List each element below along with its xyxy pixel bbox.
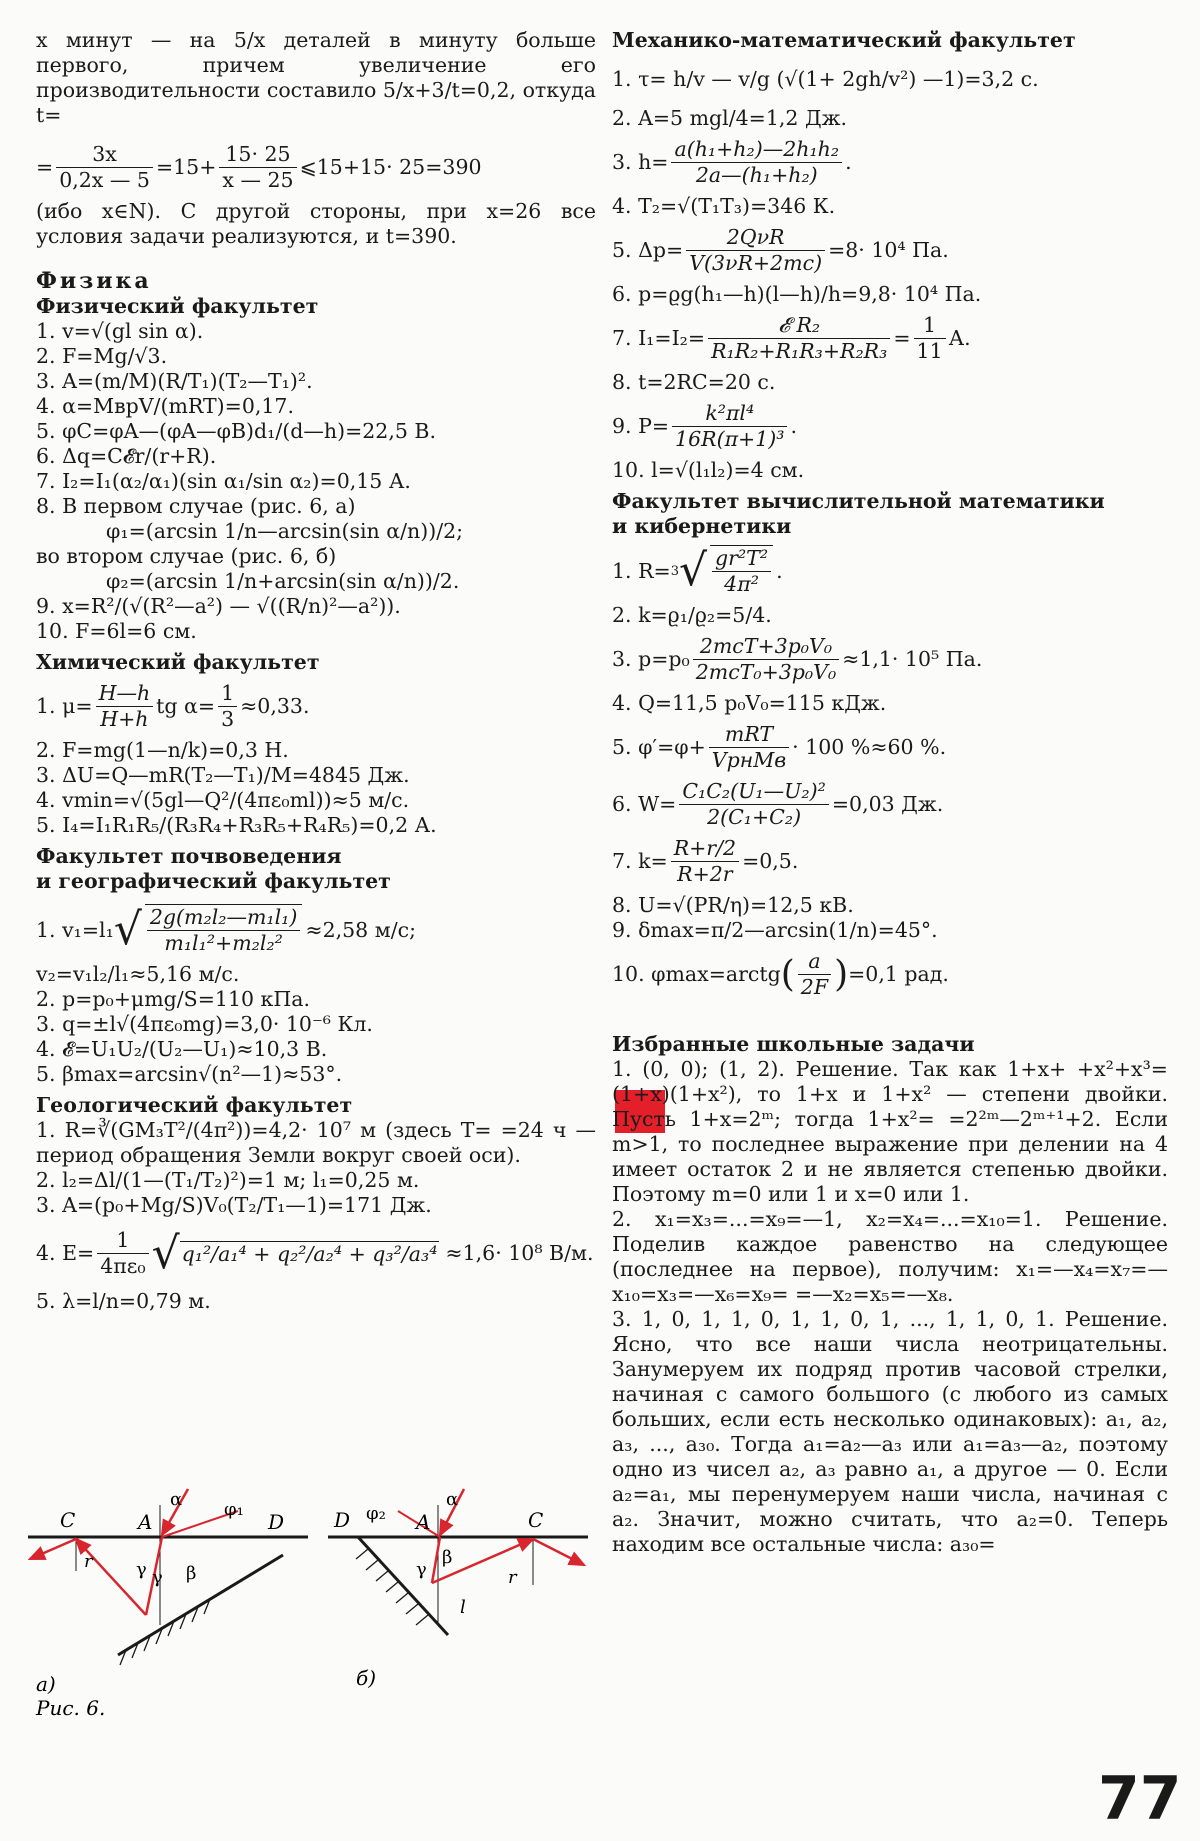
cmc-5: 5. φ′=φ+ $\frac{\text{mRT}}{\text{VpнMв}}$ · 100 %≈60 %. — [612, 722, 947, 772]
phys-answer: 8. В первом случае (рис. 6, а) — [36, 494, 356, 518]
cmc-answer: 2. k=ϱ₁/ϱ₂=5/4. — [612, 603, 772, 627]
phys-8b-intro: во втором случае (рис. 6, б) — [36, 544, 337, 568]
phys-answer: 2. F=Mg/√3. — [36, 344, 168, 368]
figure-6 — [28, 1475, 588, 1729]
chem-1: 1. μ= $\frac{H—h}{H+h}$ tg α= $\frac{1}{3}$ ≈0,33. — [36, 681, 310, 731]
label-A: A — [416, 1510, 431, 1534]
chem-answer: 4. vmin=√(5gl—Q²/(4πε₀ml))≈5 м/с. — [36, 788, 410, 812]
cmc-heading-2: и кибернетики — [612, 514, 792, 538]
label-D: D — [334, 1508, 351, 1532]
mech-5: 5. Δp= $\frac{\text{2QνR}}{V(3\nu R+2mc)}$ =8· 10⁴ Па. — [612, 225, 949, 275]
sqrt-sign: √ — [113, 904, 142, 955]
cmc-10: 10. φmax=arctg ( $\frac{a}{2F}$ ) =0,1 рад. — [612, 949, 949, 999]
label-l: l — [460, 1597, 466, 1618]
geo-heading: Геологический факультет — [36, 1093, 353, 1117]
school-2: 2. x₁=x₃=...=x₉=—1, x₂=x₄=...=x₁₀=1. Решение. Поделив каждое равенство на следующее (последнее на первое), получим: x₁=—x₄=x₇=—x₁₀=x₃=—x₆=x₉= =—x₂=x₅=—x₈. — [612, 1207, 1168, 1306]
chem-answer: 5. I₄=I₁R₁R₅/(R₃R₄+R₃R₅+R₄R₅)=0,2 А. — [36, 813, 437, 837]
intro-formula: = $\frac{3x}{0,2x — 5}$ =15+ $\frac{15\cdot 25}{x — 25}$ ⩽15+15· 25=390 — [36, 142, 482, 192]
cmc-answer: 8. U=√(PR/η)=12,5 кВ. — [612, 893, 854, 917]
phys-8b: φ₂=(arcsin 1/n+arcsin(sin α/n))/2. — [106, 569, 460, 593]
soil-answer: 3. q=±l√(4πε₀mg)=3,0· 10⁻⁶ Кл. — [36, 1012, 373, 1036]
soil-heading-1: Факультет почвоведения — [36, 844, 342, 868]
label-phi2: φ₂ — [366, 1503, 386, 1524]
label-fig-b: б) — [356, 1666, 377, 1690]
phys-answer: 4. α=MвpV/(mRT)=0,17. — [36, 394, 294, 418]
phys-answer: 5. φC=φA—(φA—φB)d₁/(d—h)=22,5 В. — [36, 419, 437, 443]
school-1: 1. (0, 0); (1, 2). Решение. Так как 1+x+ +x²+x³=(1+x)(1+x²), то 1+x и 1+x² — степени двойки. Пусть 1+x=2ᵐ; тогда 1+x²= =2²ᵐ—2ᵐ⁺¹+2. Если m>1, то последнее выражение при делении на 4 имеет остаток 2 и не является степенью двойки. Поэтому m=0 или 1 и x=0 или 1. — [612, 1057, 1168, 1206]
diagram-b — [328, 1489, 588, 1690]
label-C: C — [60, 1508, 76, 1532]
geo-4: 4. E= $\frac{1}{\text{4πε₀}}$ √ q₁²/a₁⁴ + q₂²/a₂⁴ + q₃²/a₃⁴ ≈1,6· 10⁸ В/м. — [36, 1227, 594, 1279]
label-A: A — [138, 1510, 153, 1534]
cmc-answer: 4. Q=11,5 p₀V₀=115 кДж. — [612, 691, 887, 715]
chem-answer: 3. ΔU=Q—mR(T₂—T₁)/M=4845 Дж. — [36, 763, 410, 787]
label-alpha: α — [170, 1489, 183, 1510]
phys-answer: 10. F=6l=6 см. — [36, 619, 197, 643]
phys-answer: 1. v=√(gl sin α). — [36, 319, 204, 343]
phys-answer: 3. A=(m/M)(R/T₁)(T₂—T₁)². — [36, 369, 313, 393]
sqrt-sign: √ — [151, 1227, 180, 1279]
mech-7: 7. I₁=I₂= $\frac{\text{𝓔 R₂}}{\text{R₁R₂+R₁R₃+R₂R₃}}$ = $\frac{1}{11}$ А. — [612, 313, 971, 363]
label-gamma: γ — [416, 1559, 427, 1580]
label-r: r — [508, 1567, 517, 1588]
phys-answer: 7. I₂=I₁(α₂/α₁)(sin α₁/sin α₂)=0,15 А. — [36, 469, 411, 493]
geo-answer: 2. l₂=Δl/(1—(T₁/T₂)²)=1 м; l₁=0,25 м. — [36, 1168, 420, 1192]
right-column — [612, 28, 1168, 1557]
school-heading: Избранные школьные задачи — [612, 1032, 975, 1056]
phys-answer: 9. x=R²/(√(R²—a²) — √((R/n)²—a²)). — [36, 594, 401, 618]
phys-8a: φ₁=(arcsin 1/n—arcsin(sin α/n))/2; — [106, 519, 464, 543]
figure-caption: Рис. 6. — [36, 1696, 106, 1720]
cmc-3: 3. p=p₀ $\frac{\text{2mcT+3p₀V₀}}{\text{2mcT₀+3p₀V₀}}$ ≈1,1· 10⁵ Па. — [612, 634, 983, 684]
mech-3: 3. h= $\frac{\text{a(h₁+h₂)—2h₁h₂}}{\text{2a—(h₁+h₂)}}$ . — [612, 137, 852, 187]
soil-answer: v₂=v₁l₂/l₁≈5,16 м/с. — [36, 962, 240, 986]
label-D: D — [268, 1510, 285, 1534]
label-r: r — [84, 1551, 93, 1572]
geo-answer: 5. λ=l/n=0,79 м. — [36, 1289, 211, 1313]
root-sign: √ — [678, 545, 708, 596]
soil-heading-2: и географический факультет — [36, 869, 391, 893]
mech-answer: 6. p=ϱg(h₁—h)(l—h)/h=9,8· 10⁴ Па. — [612, 282, 982, 306]
school-3: 3. 1, 0, 1, 1, 0, 1, 1, 0, 1, ..., 1, 1, 0, 1. Решение. Ясно, что все наши числа неотрицательны. Занумеруем их подряд против часовой стрелки, начиная с самого большого (с любого из самых больших, если есть несколько одинаковых): a₁, a₂, a₃, ..., a₃₀. Тогда a₁=a₂—a₃ или a₁=a₃—a₂, поэтому одно из чисел a₂, a₃ равно a₁, а другое — 0. Если a₂=a₁, мы перенумеруем наши числа, начиная с a₂. Значит, можно считать, что a₂=0. Теперь находим все остальные числа: a₃₀= — [612, 1307, 1168, 1556]
soil-answer: 4. 𝓔=U₁U₂/(U₂—U₁)≈10,3 В. — [36, 1037, 328, 1061]
mech-answer: 1. τ= h/v — v/g (√(1+ 2gh/v²) —1)=3,2 с. — [612, 67, 1039, 91]
refraction-diagrams — [28, 1475, 588, 1725]
left-column — [36, 28, 596, 1314]
chem-heading: Химический факультет — [36, 650, 320, 674]
mech-answer: 8. t=2RC=20 с. — [612, 370, 776, 394]
mech-answer: 2. A=5 mgl/4=1,2 Дж. — [612, 106, 848, 130]
page-number: 77 — [1098, 1764, 1182, 1834]
intro-tail: (ибо x∈N). С другой стороны, при x=26 все условия задачи реализуются, и t=390. — [36, 199, 596, 248]
phys-fac-heading: Физический факультет — [36, 294, 319, 318]
chem-answer: 2. F=mg(1—n/k)=0,3 Н. — [36, 738, 289, 762]
diagram-a — [28, 1489, 308, 1696]
label-phi1: φ₁ — [224, 1499, 244, 1520]
cmc-7: 7. k= $\frac{R+r/2}{R+2r}$ =0,5. — [612, 836, 799, 886]
cmc-answer: 9. δmax=π/2—arcsin(1/n)=45°. — [612, 918, 938, 942]
soil-answer: 5. βmax=arcsin√(n²—1)≈53°. — [36, 1062, 343, 1086]
geo-answer: 3. A=(p₀+Mg/S)V₀(T₂/T₁—1)=171 Дж. — [36, 1193, 432, 1217]
label-alpha: α — [446, 1489, 459, 1510]
cmc-1: 1. R= 3 √ $\frac{\text{gr²T²}}{\text{4π²}}$ . — [612, 545, 783, 596]
label-C: C — [528, 1508, 544, 1532]
soil-answer: 2. p=p₀+μmg/S=110 кПа. — [36, 987, 310, 1011]
cmc-heading-1: Факультет вычислительной математики — [612, 489, 1105, 513]
mech-9: 9. P= $\frac{\text{k²πl⁴}}{\text{16R(π+1)³}}$ . — [612, 401, 798, 451]
phys-answer: 6. Δq=C𝓔r/(r+R). — [36, 444, 217, 468]
cmc-6: 6. W= $\frac{\text{C₁C₂(U₁—U₂)²}}{\text{2(C₁+C₂)}}$ =0,03 Дж. — [612, 779, 944, 829]
soil-1: 1. v₁=l₁ √ $\frac{\text{2g(m₂l₂—m₁l₁)}}{\text{m₁l₁²+m₂l₂²}}$ ≈2,58 м/с; — [36, 904, 416, 955]
label-beta: β — [442, 1547, 453, 1568]
geo-1: 1. R=∛(GM₃T²/(4π²))=4,2· 10⁷ м (здесь T= =24 ч — период обращения Земли вокруг своей оси). — [36, 1118, 596, 1167]
physics-heading: Физика — [36, 268, 152, 294]
label-beta: β — [186, 1563, 197, 1584]
mech-answer: 4. T₂=√(T₁T₃)=346 К. — [612, 194, 836, 218]
intro-text: x минут — на 5/x деталей в минуту больше первого, причем увеличение его производительности составило 5/x+3/t=0,2, откуда t= — [36, 28, 596, 127]
mech-heading: Механико-математический факультет — [612, 28, 1076, 52]
label-gamma: γ — [152, 1567, 163, 1588]
label-fig-a: а) — [36, 1672, 56, 1696]
label-gamma: γ — [136, 1559, 147, 1580]
mech-answer: 10. l=√(l₁l₂)=4 см. — [612, 458, 805, 482]
